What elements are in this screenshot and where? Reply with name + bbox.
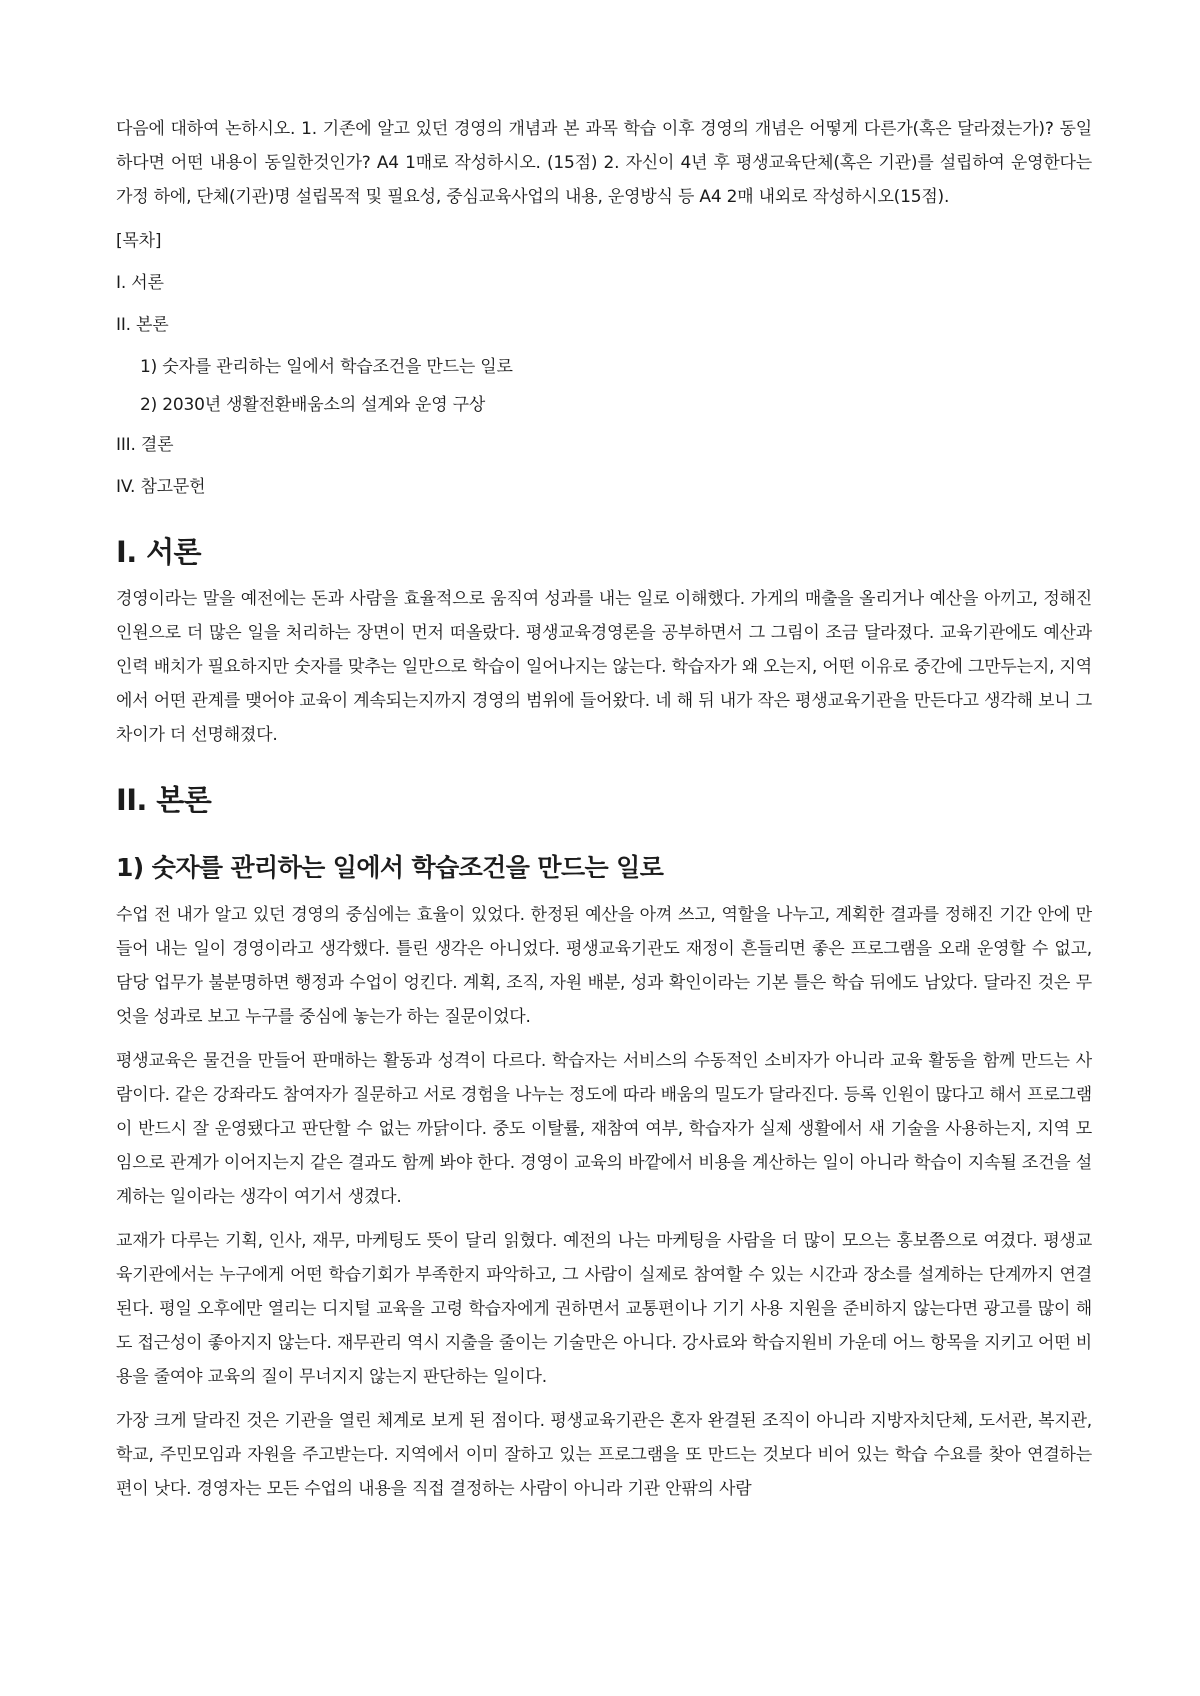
toc-title: [목차] bbox=[116, 231, 162, 251]
toc-item-introduction: I. 서론 bbox=[116, 273, 164, 293]
body-paragraph: 평생교육은 물건을 만들어 판매하는 활동과 성격이 다르다. 학습자는 서비스의 수동적인 소비자가 아니라 교육 활동을 함께 만드는 사람이다. 같은 강좌라도 참여자가 질문하고 서로 경험을 나누는 정도에 따라 배움의 밀도가 달라진다. 등록 인원이 많다고 해서 프로그램이 반드시 잘 운영됐다고 판단할 수 없는 까닭이다. 중도 이탈률, 재참여 여부, 학습자가 실제 생활에서 새 기술을 사용하는지, 지역 모임으로 관계가 이어지는지 같은 결과도 함께 봐야 한다. 경영이 교육의 바깥에서 비용을 계산하는 일이 아니라 학습이 지속될 조건을 설계하는 일이라는 생각이 여기서 생겼다. bbox=[116, 1051, 1092, 1207]
assignment-question: 다음에 대하여 논하시오. 1. 기존에 알고 있던 경영의 개념과 본 과목 학습 이후 경영의 개념은 어떻게 다른가(혹은 달라졌는가)? 동일하다면 어떤 내용이 동일한것인가? A4 1매로 작성하시오. (15점) 2. 자신이 4년 후 평생교육단체(혹은 기관)를 설립하여 운영한다는 가정 하에, 단체(기관)명 설립목적 및 필요성, 중심교육사업의 내용, 운영방식 등 A4 2매 내외로 작성하시오(15점). bbox=[116, 119, 1092, 207]
toc-subitem-1: 1) 숫자를 관리하는 일에서 학습조건을 만드는 일로 bbox=[140, 357, 513, 377]
section-heading-introduction: I. 서론 bbox=[116, 535, 201, 569]
body-paragraph: 수업 전 내가 알고 있던 경영의 중심에는 효율이 있었다. 한정된 예산을 아껴 쓰고, 역할을 나누고, 계획한 결과를 정해진 기간 안에 만들어 내는 일이 경영이라고 생각했다. 틀린 생각은 아니었다. 평생교육기관도 재정이 흔들리면 좋은 프로그램을 오래 운영할 수 없고, 담당 업무가 불분명하면 행정과 수업이 엉킨다. 계획, 조직, 자원 배분, 성과 확인이라는 기본 틀은 학습 뒤에도 남았다. 달라진 것은 무엇을 성과로 보고 누구를 중심에 놓는가 하는 질문이었다. bbox=[116, 905, 1092, 1027]
document-page bbox=[116, 112, 1092, 1506]
subsection-heading-1: 1) 숫자를 관리하는 일에서 학습조건을 만드는 일로 bbox=[116, 853, 664, 882]
toc-item-conclusion: III. 결론 bbox=[116, 435, 174, 455]
toc-item-references: IV. 참고문헌 bbox=[116, 477, 206, 497]
body-paragraph: 가장 크게 달라진 것은 기관을 열린 체계로 보게 된 점이다. 평생교육기관은 혼자 완결된 조직이 아니라 지방자치단체, 도서관, 복지관, 학교, 주민모임과 자원을 주고받는다. 지역에서 이미 잘하고 있는 프로그램을 또 만드는 것보다 비어 있는 학습 수요를 찾아 연결하는 편이 낫다. 경영자는 모든 수업의 내용을 직접 결정하는 사람이 아니라 기관 안팎의 사람 bbox=[116, 1411, 1092, 1499]
toc-item-main-body: II. 본론 bbox=[116, 315, 169, 335]
introduction-paragraph: 경영이라는 말을 예전에는 돈과 사람을 효율적으로 움직여 성과를 내는 일로 이해했다. 가게의 매출을 올리거나 예산을 아끼고, 정해진 인원으로 더 많은 일을 처리하는 장면이 먼저 떠올랐다. 평생교육경영론을 공부하면서 그 그림이 조금 달라졌다. 교육기관에도 예산과 인력 배치가 필요하지만 숫자를 맞추는 일만으로 학습이 일어나지는 않는다. 학습자가 왜 오는지, 어떤 이유로 중간에 그만두는지, 지역에서 어떤 관계를 맺어야 교육이 계속되는지까지 경영의 범위에 들어왔다. 네 해 뒤 내가 작은 평생교육기관을 만든다고 생각해 보니 그 차이가 더 선명해졌다. bbox=[116, 589, 1092, 745]
table-of-contents bbox=[116, 224, 1092, 504]
section-heading-main-body: II. 본론 bbox=[116, 783, 212, 817]
body-paragraph: 교재가 다루는 기획, 인사, 재무, 마케팅도 뜻이 달리 읽혔다. 예전의 나는 마케팅을 사람을 더 많이 모으는 홍보쯤으로 여겼다. 평생교육기관에서는 누구에게 어떤 학습기회가 부족한지 파악하고, 그 사람이 실제로 참여할 수 있는 시간과 장소를 설계하는 단계까지 연결된다. 평일 오후에만 열리는 디지털 교육을 고령 학습자에게 권하면서 교통편이나 기기 사용 지원을 준비하지 않는다면 광고를 많이 해도 접근성이 좋아지지 않는다. 재무관리 역시 지출을 줄이는 기술만은 아니다. 강사료와 학습지원비 가운데 어느 항목을 지키고 어떤 비용을 줄여야 교육의 질이 무너지지 않는지 판단하는 일이다. bbox=[116, 1231, 1092, 1387]
toc-subitem-2: 2) 2030년 생활전환배움소의 설계와 운영 구상 bbox=[140, 395, 486, 415]
